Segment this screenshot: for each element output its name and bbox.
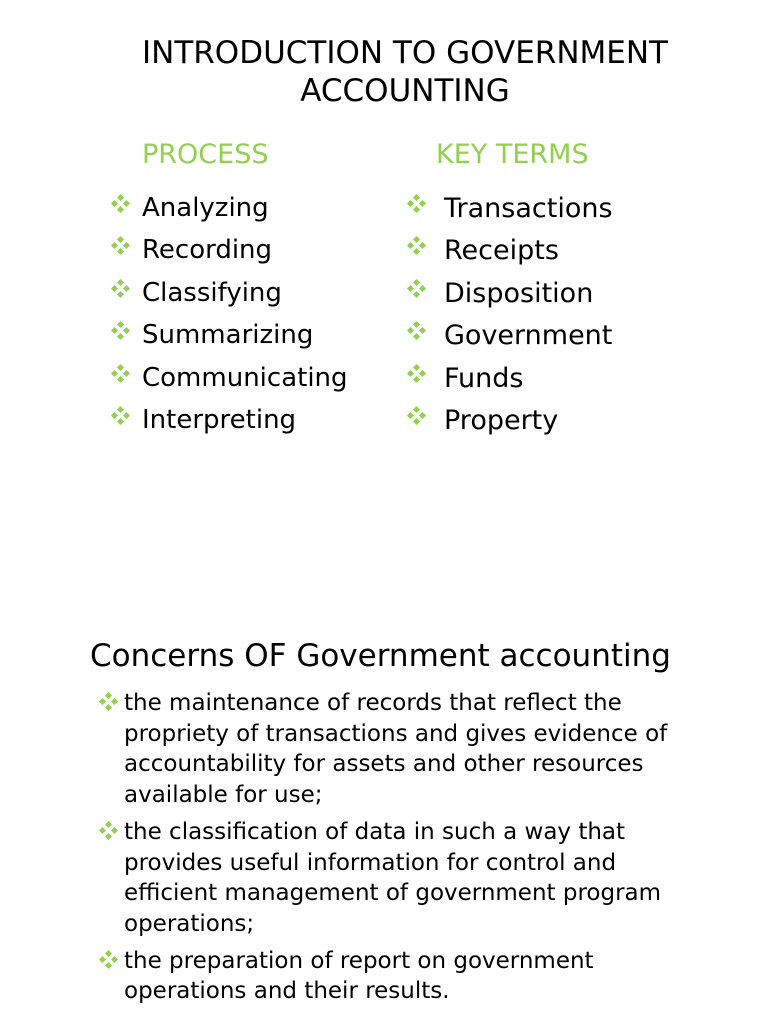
list-item: [408, 275, 613, 317]
list-item-label: Receipts: [444, 235, 559, 267]
list-item: [112, 232, 348, 274]
list-item-text: the maintenance of records that reflect the propriety of transactions and gives evidence of accountability for assets and other resources available for use;: [124, 690, 668, 809]
list-item: [112, 402, 348, 444]
four-diamond-bullet-icon: [100, 822, 118, 840]
four-diamond-bullet-icon: [408, 237, 426, 255]
list-item-label: Analyzing: [142, 193, 269, 223]
list-item: [408, 190, 613, 232]
list-item-label: Interpreting: [142, 404, 297, 435]
list-item-label: Transactions: [444, 193, 613, 224]
list-item-text: the classification of data in such a way that provides useful information for control and efficient management of government program operations;: [124, 818, 662, 937]
four-diamond-bullet-icon: [408, 195, 426, 213]
four-diamond-bullet-icon: [408, 322, 426, 340]
list-item-label: Summarizing: [142, 320, 314, 351]
four-diamond-bullet-icon: [408, 280, 426, 298]
four-diamond-bullet-icon: [112, 365, 130, 383]
four-diamond-bullet-icon: [100, 693, 118, 711]
list-item: [112, 317, 348, 359]
four-diamond-bullet-icon: [408, 407, 426, 425]
list-item: [408, 232, 613, 274]
list-item: [408, 360, 613, 402]
four-diamond-bullet-icon: [100, 951, 118, 969]
list-item-label: Classifying: [142, 277, 282, 308]
list-item-text: the preparation of report on government operations and their results.: [124, 947, 594, 1005]
list-item: [100, 688, 710, 811]
four-diamond-bullet-icon: [112, 237, 130, 255]
slide-title: Concerns OF Government accounting: [90, 638, 671, 674]
list-item: [100, 817, 710, 940]
key-terms-list: [408, 190, 613, 444]
four-diamond-bullet-icon: [112, 322, 130, 340]
concerns-list: [100, 688, 710, 1013]
four-diamond-bullet-icon: [112, 280, 130, 298]
four-diamond-bullet-icon: [408, 365, 426, 383]
list-item: [100, 946, 710, 1007]
key-terms-heading: KEY TERMS: [436, 139, 589, 170]
process-heading: PROCESS: [142, 139, 269, 170]
slide-concerns: [0, 512, 768, 1024]
list-item-label: Communicating: [142, 362, 348, 393]
four-diamond-bullet-icon: [112, 407, 130, 425]
list-item-label: Recording: [142, 235, 273, 266]
list-item-label: Property: [444, 404, 559, 436]
slide-title: INTRODUCTION TO GOVERNMENT ACCOUNTING: [142, 35, 668, 109]
list-item: [112, 360, 348, 402]
list-item-label: Government: [444, 320, 613, 352]
list-item-label: Funds: [444, 362, 524, 394]
list-item: [408, 317, 613, 359]
list-item: [408, 402, 613, 444]
list-item: [112, 275, 348, 317]
list-item-label: Disposition: [444, 277, 594, 309]
list-item: [112, 190, 348, 232]
four-diamond-bullet-icon: [112, 195, 130, 213]
process-list: [112, 190, 348, 444]
